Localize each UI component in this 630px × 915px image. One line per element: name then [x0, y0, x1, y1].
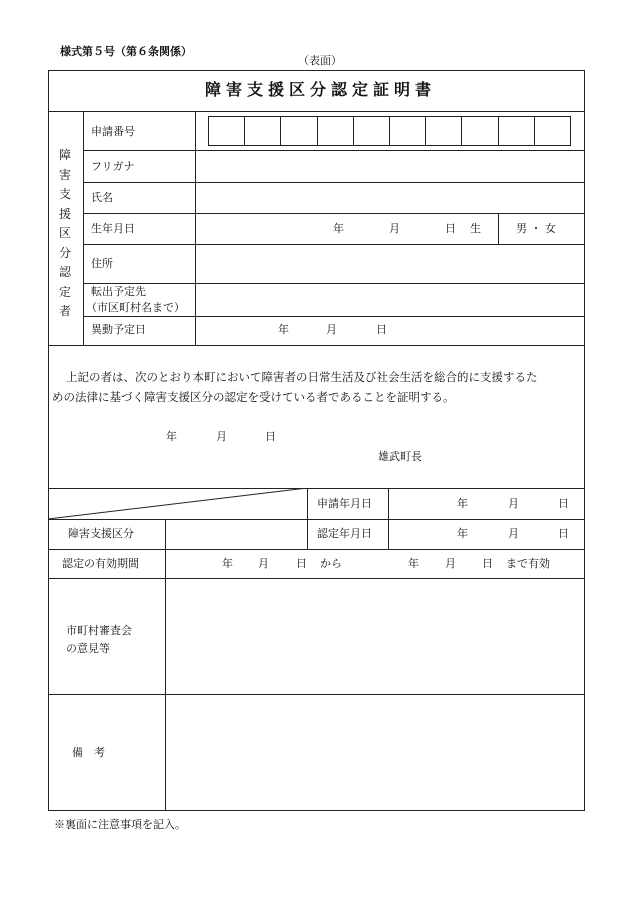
transfer-destination-note: （市区町村名まで）	[86, 301, 185, 314]
certification-text-2: めの法律に基づく障害支援区分の認定を受けている者であることを証明する。	[52, 390, 455, 404]
issuer-name: 雄武町長	[378, 450, 422, 463]
application-number-digit-box[interactable]	[498, 116, 535, 146]
validity-from-suffix: から	[320, 557, 342, 570]
application-number-label: 申請番号	[91, 125, 135, 138]
application-number-digit-box[interactable]	[317, 116, 354, 146]
application-number-digit-box[interactable]	[425, 116, 462, 146]
application-date-label: 申請年月日	[317, 497, 372, 510]
application-number-digit-box[interactable]	[389, 116, 426, 146]
validity-to-month: 月	[445, 557, 456, 570]
application-number-digit-box[interactable]	[353, 116, 390, 146]
issue-day-unit: 日	[265, 430, 276, 443]
remarks-label: 備 考	[72, 746, 105, 759]
validity-to-year: 年	[408, 557, 419, 570]
address-label: 住所	[91, 257, 113, 270]
move-year-unit: 年	[278, 323, 289, 336]
application-number-digit-box[interactable]	[534, 116, 571, 146]
move-date-label: 異動予定日	[91, 323, 146, 336]
application-number-digit-box[interactable]	[280, 116, 317, 146]
birth-day-unit: 日	[445, 222, 456, 235]
validity-to-suffix: まで有効	[506, 557, 550, 570]
committee-opinion-label-2: の意見等	[66, 642, 110, 655]
certification-date-label: 認定年月日	[317, 527, 372, 540]
birth-year-unit: 年	[333, 222, 344, 235]
application-month-unit: 月	[508, 497, 519, 510]
certification-month-unit: 月	[508, 527, 519, 540]
diagonal-strike	[48, 488, 308, 520]
sex-selector[interactable]: 男 ・ 女	[516, 222, 556, 235]
form-number: 様式第５号（第６条関係）	[60, 45, 192, 58]
furigana-label: フリガナ	[91, 160, 135, 173]
transfer-destination-label: 転出予定先	[91, 285, 146, 298]
certification-year-unit: 年	[457, 527, 468, 540]
application-number-digit-box[interactable]	[461, 116, 498, 146]
validity-from-year: 年	[222, 557, 233, 570]
application-number-digit-box[interactable]	[208, 116, 245, 146]
issue-month-unit: 月	[216, 430, 227, 443]
move-month-unit: 月	[326, 323, 337, 336]
footnote: ※裏面に注意事項を記入。	[54, 818, 186, 831]
section-label-vertical: 障害支援区分認定者	[58, 148, 71, 318]
birth-suffix: 生	[470, 222, 481, 235]
validity-from-day: 日	[296, 557, 307, 570]
validity-period-label: 認定の有効期間	[62, 557, 139, 570]
move-day-unit: 日	[376, 323, 387, 336]
side-label: （表面）	[298, 54, 342, 67]
birth-date-label: 生年月日	[91, 222, 135, 235]
application-year-unit: 年	[457, 497, 468, 510]
validity-from-month: 月	[258, 557, 269, 570]
page-title: 障害支援区分認定証明書	[205, 80, 437, 99]
application-day-unit: 日	[558, 497, 569, 510]
validity-to-day: 日	[482, 557, 493, 570]
issue-year-unit: 年	[166, 430, 177, 443]
birth-month-unit: 月	[389, 222, 400, 235]
certification-text-1: 上記の者は、次のとおり本町において障害者の日常生活及び社会生活を総合的に支援するた	[66, 370, 538, 384]
certification-day-unit: 日	[558, 527, 569, 540]
committee-opinion-label-1: 市町村審査会	[66, 624, 132, 637]
application-number-boxes	[208, 116, 570, 146]
support-category-label: 障害支援区分	[68, 527, 134, 540]
application-number-digit-box[interactable]	[244, 116, 281, 146]
name-label: 氏名	[91, 191, 113, 204]
